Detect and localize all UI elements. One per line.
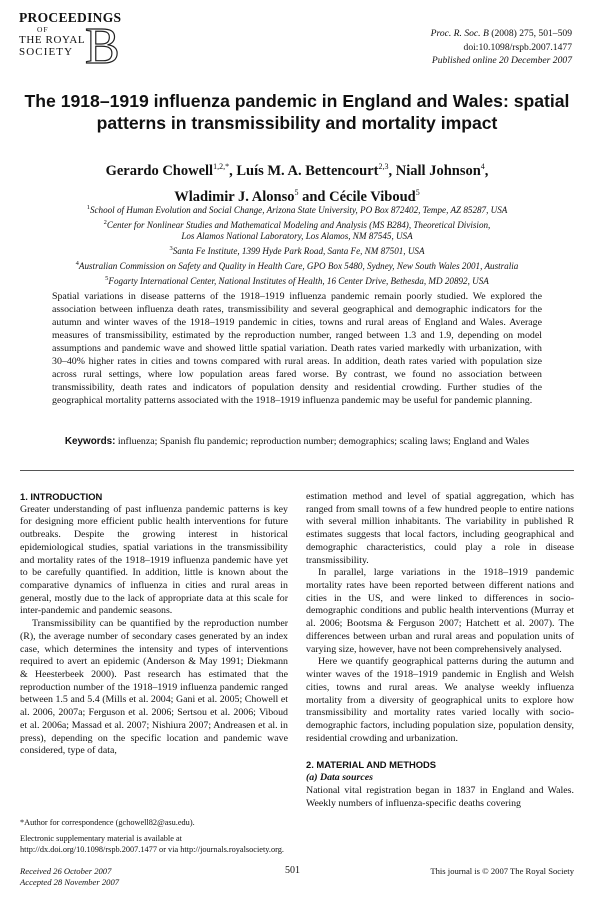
author-separator: , — [388, 162, 396, 179]
body-paragraph: estimation method and level of spatial aggregation, which has ranged from small towns of a few hundred people to entire nations with several million inhabitants. The variability in published R estimates suggests that local factors, including geographical and demographic characteristics, could play a role in disease transmissibility. — [306, 491, 574, 566]
author-separator: , — [484, 162, 489, 179]
author-list — [20, 156, 574, 208]
author-name: Wladimir J. Alonso — [174, 188, 295, 205]
correspondence-note: *Author for correspondence (gchowell82@asu.edu). — [20, 818, 195, 827]
author-affiliation-marker: 5 — [294, 187, 299, 197]
affiliation-list — [20, 202, 574, 287]
paper-title: The 1918–1919 influenza pandemic in England and Wales: spatial patterns in transmissibility and mortality impact — [24, 91, 570, 133]
left-column — [20, 491, 288, 758]
affiliation-number: 3 — [169, 245, 173, 253]
section-divider — [20, 470, 574, 471]
author-name: Gerardo Chowell — [105, 162, 214, 179]
author-line-1 — [20, 156, 574, 182]
affiliation-number: 1 — [86, 204, 90, 211]
received-dates — [20, 866, 119, 887]
copyright-notice: This journal is © 2007 The Royal Society — [430, 866, 574, 876]
affiliation-item — [20, 243, 574, 258]
affiliation-item — [20, 202, 574, 217]
affiliation-item — [20, 273, 574, 288]
author-name: Luís M. A. Bettencourt — [236, 162, 379, 179]
affiliation-text: School of Human Evolution and Social Change, Arizona State University, PO Box 872402, Tempe, AZ 85287, USA — [89, 205, 508, 216]
author-separator: and — [298, 188, 330, 205]
affiliation-number: 4 — [75, 259, 79, 267]
affiliation-text: Fogarty International Center, National Institutes of Health, 16 Center Drive, Bethesda, MD 20892, USA — [108, 275, 489, 286]
affiliation-text: Center for Nonlinear Studies and Mathematical Modeling and Analysis (MS B284), Theoretical Division, — [106, 219, 491, 230]
author-affiliation-marker: 2,3 — [378, 162, 389, 171]
right-column — [306, 491, 574, 810]
logo-letter-b: B — [85, 18, 120, 75]
footnotes — [20, 818, 288, 855]
body-paragraph: Greater understanding of past influenza pandemic patterns is key for designing more efficient public health interventions for future outbreaks. Despite the growing interest in historical epidemiological studies, spatial variations in the transmissibility and mortality rates of the 1918–1919 influenza pandemic have yet to be carefully quantified. In addition, little is known about the comparative dynamics of influenza in cities and rural areas in general, mostly due to the lack of appropriate data at this scale for inter-pandemic and pandemic seasons. — [20, 503, 288, 617]
logo-line-society: SOCIETY — [19, 46, 74, 58]
author-name: Cécile Viboud — [329, 188, 416, 205]
author-affiliation-marker: 5 — [415, 187, 420, 197]
abstract: Spatial variations in disease patterns of the 1918–1919 influenza pandemic remain poorly studied. We explored the association between influenza death rates, transmissibility and several geographical and demographic indicators for the autumn and winter waves of the 1918–1919 pandemic in cities, towns and rural areas of England and Wales. Average measures of transmissibility, estimated by the reproduction number, ranged between 1.3 and 1.9, depending on model assumptions and pandemic wave and showed little spatial variation. Death rates varied markedly with urbanization, with 30–40% higher rates in cities and towns compared with rural areas. In addition, death rates varied with population size across rural settings, where low population areas fared worse. By contrast, we found no association between transmissibility, death rates and indicators of population density and residential crowding. Further studies of the geographical mortality patterns associated with the 1918–1919 influenza pandemic may be useful for pandemic planning. — [52, 291, 542, 406]
author-separator: , — [229, 162, 237, 179]
journal-logo — [19, 10, 124, 75]
body-paragraph: Transmissibility can be quantified by the reproduction number (R), the average number of secondary cases generated by an index case, which determines the intensity and types of interventions required to avert an epidemic (Anderson & May 1991; Diekmann & Heesterbeek 2000). Past research has estimated that the reproduction number of the 1918–1919 influenza pandemic ranged between 1.5 and 5.4 (Mills et al. 2004; Gani et al. 2005; Chowell et al. 2006, 2007a; Ferguson et al. 2006; Sertsou et al. 2006; Viboud et al. 2006a; Massad et al. 2007; Nishiura 2007; Andreasen et al. in press), depending on the specific location and pandemic wave considered, type of data, — [20, 618, 288, 757]
logo-line-of: OF — [37, 25, 49, 34]
citation-journal: Proc. R. Soc. B — [430, 28, 489, 39]
section-heading-introduction: 1. INTRODUCTION — [20, 491, 103, 502]
affiliation-item — [20, 258, 574, 273]
keywords-label: Keywords: — [64, 436, 116, 447]
logo-line-the-royal: THE ROYAL — [19, 34, 86, 46]
affiliation-number: 5 — [105, 274, 109, 282]
keywords — [52, 435, 542, 448]
affiliation-item — [20, 231, 574, 243]
accepted-date: Accepted 28 November 2007 — [20, 876, 120, 887]
published-date: Published online 20 December 2007 — [431, 55, 572, 66]
section-heading-methods: 2. MATERIAL AND METHODS — [306, 759, 437, 771]
affiliation-text: Los Alamos National Laboratory, Los Alamos, NM 87545, USA — [181, 231, 413, 242]
body-paragraph: Here we quantify geographical patterns during the autumn and winter waves of the 1918–1919 pandemic in English and Welsh cities, towns and rural areas. We analyse weekly influenza mortality from a diversity of geographical units to explore how transmissibility and mortality rates varied locally with socio-demographic factors, including population size, population density, residential crowding and urbanization. — [306, 656, 574, 744]
affiliation-item — [20, 217, 574, 232]
affiliation-text: Australian Commission on Safety and Quality in Health Care, GPO Box 5480, Sydney, New South Wales 2001, Australia — [78, 260, 519, 271]
author-affiliation-marker: 1,2,* — [213, 162, 230, 171]
body-paragraph: In parallel, large variations in the 1918–1919 pandemic mortality rates have been reported between different nations and cities in the US, and were linked to differences in socio-demographic conditions and public health interventions (Murray et al. 2006; Bootsma & Ferguson 2007; Hatchett et al. 2007). The differences between urban and rural areas and population units of varying size, however, have not been comprehensively analysed. — [306, 567, 574, 655]
author-affiliation-marker: 4 — [480, 162, 485, 171]
author-name: Niall Johnson — [395, 162, 481, 179]
supplementary-note: Electronic supplementary material is available at http://dx.doi.org/10.1098/rspb.2007.1477 or via http://journals.royalsociety.org. — [20, 833, 284, 854]
affiliation-text: Santa Fe Institute, 1399 Hyde Park Road, Santa Fe, NM 87501, USA — [172, 246, 425, 257]
keywords-text: influenza; Spanish flu pandemic; reproduction number; demographics; scaling laws; England and Wales — [117, 436, 530, 447]
received-date: Received 26 October 2007 — [20, 866, 112, 876]
citation-line — [342, 27, 572, 41]
body-paragraph: National vital registration began in 1837 in England and Wales. Weekly numbers of influenza-specific deaths covering — [306, 784, 574, 809]
citation-header — [342, 27, 572, 68]
doi-link[interactable]: doi:10.1098/rspb.2007.1477 — [463, 41, 572, 53]
logo-line-proceedings: PROCEEDINGS — [19, 10, 122, 25]
page-number: 501 — [285, 865, 300, 876]
affiliation-number: 2 — [103, 218, 107, 226]
citation-volume: (2008) 275, 501–509 — [491, 28, 572, 39]
subsection-heading: (a) Data sources — [306, 772, 373, 784]
